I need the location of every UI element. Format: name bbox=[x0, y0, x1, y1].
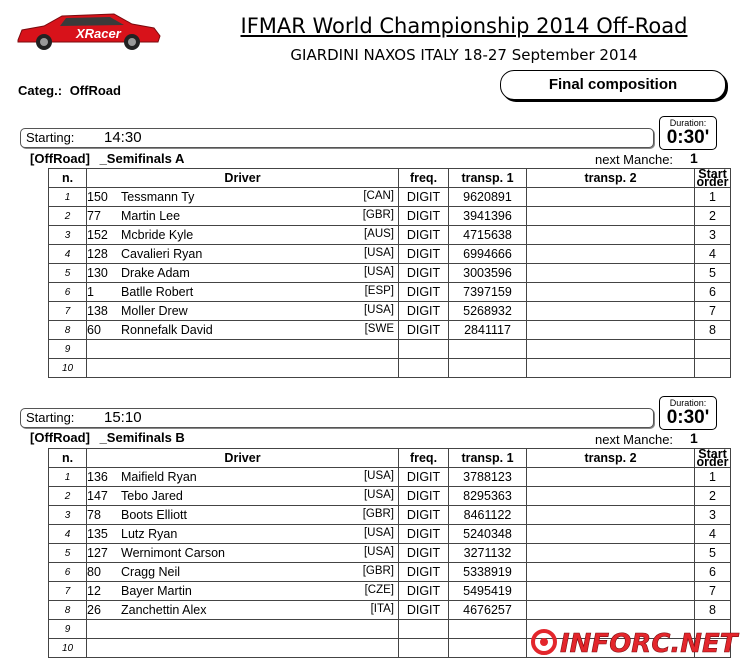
frequency-cell: DIGIT bbox=[399, 582, 449, 601]
table-row bbox=[49, 283, 731, 302]
transponder1-cell: 3003596 bbox=[449, 264, 527, 283]
frequency-cell: DIGIT bbox=[399, 188, 449, 207]
driver-cell bbox=[87, 340, 399, 359]
transponder1-cell: 3788123 bbox=[449, 468, 527, 487]
table-row bbox=[49, 207, 731, 226]
start-order-cell: 7 bbox=[695, 302, 731, 321]
transponder2-cell bbox=[527, 302, 695, 321]
car-number: 152 bbox=[87, 228, 108, 242]
duration-box bbox=[659, 396, 717, 430]
transponder1-cell: 3271132 bbox=[449, 544, 527, 563]
next-manche-value: 1 bbox=[690, 150, 698, 166]
frequency-cell: DIGIT bbox=[399, 321, 449, 340]
table-header-row bbox=[49, 169, 731, 188]
driver-cell bbox=[87, 506, 399, 525]
inforc-watermark bbox=[528, 620, 750, 660]
table-row bbox=[49, 245, 731, 264]
duration-label: Duration: bbox=[669, 118, 707, 128]
driver-nation: [USA] bbox=[363, 247, 394, 259]
transponder1-cell: 5240348 bbox=[449, 525, 527, 544]
driver-nation: [USA] bbox=[363, 546, 394, 558]
driver-cell bbox=[87, 563, 399, 582]
table-row bbox=[49, 525, 731, 544]
car-number: 127 bbox=[87, 546, 108, 560]
table-row bbox=[49, 321, 731, 340]
row-index: 9 bbox=[49, 620, 87, 639]
start-order-cell bbox=[695, 359, 731, 378]
col-header-n: n. bbox=[49, 449, 87, 468]
car-number: 78 bbox=[87, 508, 101, 522]
car-number: 12 bbox=[87, 584, 101, 598]
start-order-cell: 8 bbox=[695, 601, 731, 620]
transponder1-cell: 8295363 bbox=[449, 487, 527, 506]
driver-nation: [GBR] bbox=[362, 508, 394, 520]
driver-name: Cavalieri Ryan bbox=[121, 247, 203, 261]
starting-label: Starting: bbox=[26, 130, 75, 145]
transponder2-cell bbox=[527, 506, 695, 525]
row-index: 6 bbox=[49, 283, 87, 302]
driver-cell bbox=[87, 468, 399, 487]
col-header-transp1: transp. 1 bbox=[449, 449, 527, 468]
car-number: 1 bbox=[87, 285, 94, 299]
frequency-cell: DIGIT bbox=[399, 525, 449, 544]
col-header-driver: Driver bbox=[87, 169, 399, 188]
duration-value: 0:30' bbox=[666, 407, 710, 428]
transponder1-cell: 9620891 bbox=[449, 188, 527, 207]
start-order-cell: 5 bbox=[695, 544, 731, 563]
car-number: 138 bbox=[87, 304, 108, 318]
driver-cell bbox=[87, 639, 399, 658]
table-row bbox=[49, 302, 731, 321]
transponder1-cell: 5338919 bbox=[449, 563, 527, 582]
driver-cell bbox=[87, 321, 399, 340]
col-header-transp2: transp. 2 bbox=[527, 449, 695, 468]
frequency-cell: DIGIT bbox=[399, 563, 449, 582]
driver-name: Tessmann Ty bbox=[121, 190, 195, 204]
table-row bbox=[49, 544, 731, 563]
col-header-transp2: transp. 2 bbox=[527, 169, 695, 188]
driver-nation: [ESP] bbox=[364, 285, 394, 297]
categ-value: OffRoad bbox=[69, 83, 121, 98]
table-row bbox=[49, 487, 731, 506]
transponder2-cell bbox=[527, 321, 695, 340]
final-composition-badge: Final composition bbox=[500, 70, 726, 100]
section-name: _Semifinals B bbox=[99, 430, 185, 445]
frequency-cell bbox=[399, 359, 449, 378]
row-index: 1 bbox=[49, 468, 87, 487]
transponder1-cell: 6994666 bbox=[449, 245, 527, 264]
frequency-cell: DIGIT bbox=[399, 245, 449, 264]
next-manche-value: 1 bbox=[690, 430, 698, 446]
section-category: [OffRoad] bbox=[30, 151, 90, 166]
driver-cell bbox=[87, 226, 399, 245]
row-index: 10 bbox=[49, 359, 87, 378]
svg-text:INFORC.NET: INFORC.NET bbox=[560, 629, 738, 659]
driver-name: Batlle Robert bbox=[121, 285, 194, 299]
car-number: 150 bbox=[87, 190, 108, 204]
car-number: 130 bbox=[87, 266, 108, 280]
row-index: 6 bbox=[49, 563, 87, 582]
transponder2-cell bbox=[527, 188, 695, 207]
start-order-cell: 5 bbox=[695, 264, 731, 283]
transponder1-cell: 5495419 bbox=[449, 582, 527, 601]
driver-name: Maifield Ryan bbox=[121, 470, 197, 484]
row-index: 2 bbox=[49, 207, 87, 226]
section-category: [OffRoad] bbox=[30, 430, 90, 445]
transponder1-cell: 2841117 bbox=[449, 321, 527, 340]
driver-nation: [GBR] bbox=[362, 565, 394, 577]
row-index: 4 bbox=[49, 245, 87, 264]
driver-name: Moller Drew bbox=[121, 304, 188, 318]
table-row bbox=[49, 468, 731, 487]
transponder2-cell bbox=[527, 525, 695, 544]
transponder2-cell bbox=[527, 468, 695, 487]
driver-nation: [USA] bbox=[363, 304, 394, 316]
table-row bbox=[49, 582, 731, 601]
row-index: 2 bbox=[49, 487, 87, 506]
col-header-transp1: transp. 1 bbox=[449, 169, 527, 188]
row-index: 1 bbox=[49, 188, 87, 207]
transponder2-cell bbox=[527, 226, 695, 245]
transponder1-cell bbox=[449, 639, 527, 658]
frequency-cell: DIGIT bbox=[399, 207, 449, 226]
driver-nation: [ITA] bbox=[370, 603, 394, 615]
frequency-cell: DIGIT bbox=[399, 302, 449, 321]
driver-name: Lutz Ryan bbox=[121, 527, 178, 541]
starting-time: 14:30 bbox=[104, 129, 142, 146]
page-title: IFMAR World Championship 2014 Off-Road bbox=[240, 14, 688, 38]
start-order-cell: 3 bbox=[695, 506, 731, 525]
col-header-start-order: Start order bbox=[695, 449, 731, 468]
page-subtitle: GIARDINI NAXOS ITALY 18-27 September 2014 bbox=[290, 46, 638, 64]
driver-cell bbox=[87, 601, 399, 620]
driver-name: Drake Adam bbox=[121, 266, 190, 280]
row-index: 3 bbox=[49, 506, 87, 525]
start-order-cell: 7 bbox=[695, 582, 731, 601]
row-index: 7 bbox=[49, 582, 87, 601]
car-number: 60 bbox=[87, 323, 101, 337]
section-name: _Semifinals A bbox=[99, 151, 185, 166]
driver-nation: [USA] bbox=[363, 266, 394, 278]
start-order-cell: 4 bbox=[695, 245, 731, 264]
driver-nation: [USA] bbox=[363, 527, 394, 539]
driver-cell bbox=[87, 359, 399, 378]
transponder2-cell bbox=[527, 563, 695, 582]
heat-table bbox=[48, 168, 731, 378]
row-index: 5 bbox=[49, 544, 87, 563]
start-order-cell: 3 bbox=[695, 226, 731, 245]
frequency-cell bbox=[399, 620, 449, 639]
driver-name: Tebo Jared bbox=[121, 489, 183, 503]
driver-nation: [CAN] bbox=[363, 190, 394, 202]
driver-cell bbox=[87, 245, 399, 264]
driver-nation: [GBR] bbox=[362, 209, 394, 221]
table-row bbox=[49, 340, 731, 359]
driver-cell bbox=[87, 264, 399, 283]
transponder2-cell bbox=[527, 264, 695, 283]
driver-name: Mcbride Kyle bbox=[121, 228, 194, 242]
driver-cell bbox=[87, 207, 399, 226]
car-number: 147 bbox=[87, 489, 108, 503]
next-manche-label: next Manche: bbox=[595, 432, 674, 447]
driver-nation: [AUS] bbox=[363, 228, 394, 240]
driver-cell bbox=[87, 582, 399, 601]
transponder2-cell bbox=[527, 283, 695, 302]
row-index: 4 bbox=[49, 525, 87, 544]
start-order-cell: 6 bbox=[695, 563, 731, 582]
transponder1-cell: 3941396 bbox=[449, 207, 527, 226]
car-number: 136 bbox=[87, 470, 108, 484]
frequency-cell: DIGIT bbox=[399, 264, 449, 283]
transponder1-cell: 4715638 bbox=[449, 226, 527, 245]
row-index: 9 bbox=[49, 340, 87, 359]
driver-cell bbox=[87, 487, 399, 506]
transponder2-cell bbox=[527, 245, 695, 264]
category-line bbox=[18, 83, 121, 98]
starting-time: 15:10 bbox=[104, 409, 142, 426]
driver-name: Boots Elliott bbox=[121, 508, 188, 522]
section-title bbox=[30, 151, 184, 166]
car-number: 77 bbox=[87, 209, 101, 223]
driver-name: Ronnefalk David bbox=[121, 323, 213, 337]
col-header-freq: freq. bbox=[399, 449, 449, 468]
table-row bbox=[49, 506, 731, 525]
transponder2-cell bbox=[527, 359, 695, 378]
section-title bbox=[30, 430, 185, 445]
car-number: 26 bbox=[87, 603, 101, 617]
frequency-cell bbox=[399, 340, 449, 359]
start-order-cell: 8 bbox=[695, 321, 731, 340]
duration-value: 0:30' bbox=[666, 127, 710, 148]
frequency-cell: DIGIT bbox=[399, 601, 449, 620]
transponder1-cell bbox=[449, 359, 527, 378]
driver-name: Wernimont Carson bbox=[121, 546, 225, 560]
duration-label: Duration: bbox=[669, 398, 707, 408]
col-header-freq: freq. bbox=[399, 169, 449, 188]
duration-box bbox=[659, 116, 717, 150]
driver-nation: [CZE] bbox=[364, 584, 394, 596]
table-row bbox=[49, 188, 731, 207]
driver-cell bbox=[87, 620, 399, 639]
start-order-cell bbox=[695, 340, 731, 359]
row-index: 8 bbox=[49, 321, 87, 340]
frequency-cell: DIGIT bbox=[399, 506, 449, 525]
row-index: 5 bbox=[49, 264, 87, 283]
driver-nation: [USA] bbox=[363, 489, 394, 501]
frequency-cell: DIGIT bbox=[399, 283, 449, 302]
transponder2-cell bbox=[527, 601, 695, 620]
transponder2-cell bbox=[527, 207, 695, 226]
col-header-driver: Driver bbox=[87, 449, 399, 468]
driver-cell bbox=[87, 525, 399, 544]
frequency-cell: DIGIT bbox=[399, 468, 449, 487]
transponder2-cell bbox=[527, 487, 695, 506]
driver-name: Cragg Neil bbox=[121, 565, 181, 579]
categ-label: Categ.: bbox=[18, 83, 63, 98]
table-row bbox=[49, 264, 731, 283]
table-row bbox=[49, 563, 731, 582]
start-order-cell: 6 bbox=[695, 283, 731, 302]
driver-name: Zanchettin Alex bbox=[121, 603, 207, 617]
table-row bbox=[49, 601, 731, 620]
car-number: 80 bbox=[87, 565, 101, 579]
start-order-cell: 2 bbox=[695, 207, 731, 226]
driver-cell bbox=[87, 544, 399, 563]
row-index: 7 bbox=[49, 302, 87, 321]
frequency-cell: DIGIT bbox=[399, 487, 449, 506]
row-index: 3 bbox=[49, 226, 87, 245]
start-order-cell: 1 bbox=[695, 468, 731, 487]
start-order-cell: 2 bbox=[695, 487, 731, 506]
starting-label: Starting: bbox=[26, 410, 75, 425]
transponder1-cell: 8461122 bbox=[449, 506, 527, 525]
table-header-row bbox=[49, 449, 731, 468]
transponder1-cell: 4676257 bbox=[449, 601, 527, 620]
transponder1-cell: 5268932 bbox=[449, 302, 527, 321]
transponder2-cell bbox=[527, 340, 695, 359]
car-number: 135 bbox=[87, 527, 108, 541]
transponder1-cell bbox=[449, 620, 527, 639]
driver-nation: [USA] bbox=[363, 470, 394, 482]
driver-name: Bayer Martin bbox=[121, 584, 192, 598]
transponder2-cell bbox=[527, 544, 695, 563]
driver-cell bbox=[87, 188, 399, 207]
transponder1-cell bbox=[449, 340, 527, 359]
svg-text:XRacer: XRacer bbox=[76, 26, 121, 41]
frequency-cell: DIGIT bbox=[399, 544, 449, 563]
car-number: 128 bbox=[87, 247, 108, 261]
col-header-start-order: Start order bbox=[695, 169, 731, 188]
transponder2-cell bbox=[527, 582, 695, 601]
driver-cell bbox=[87, 283, 399, 302]
row-index: 10 bbox=[49, 639, 87, 658]
row-index: 8 bbox=[49, 601, 87, 620]
driver-nation: [SWE bbox=[364, 323, 394, 335]
col-header-n: n. bbox=[49, 169, 87, 188]
frequency-cell bbox=[399, 639, 449, 658]
table-row bbox=[49, 359, 731, 378]
driver-cell bbox=[87, 302, 399, 321]
frequency-cell: DIGIT bbox=[399, 226, 449, 245]
transponder1-cell: 7397159 bbox=[449, 283, 527, 302]
next-manche-label: next Manche: bbox=[595, 152, 674, 167]
table-row bbox=[49, 226, 731, 245]
xracer-logo bbox=[14, 10, 164, 52]
driver-name: Martin Lee bbox=[121, 209, 181, 223]
start-order-cell: 4 bbox=[695, 525, 731, 544]
start-order-cell: 1 bbox=[695, 188, 731, 207]
